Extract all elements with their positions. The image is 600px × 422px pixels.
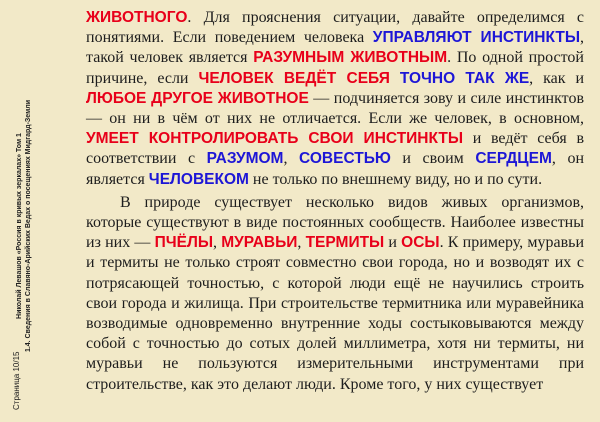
plain-text: В природе существует несколько видов живых организмов, которые существуют в виде постоянных сообществ. Наиболее известны из них —	[86, 193, 584, 252]
highlight-red: ЖИВОТНОГО	[86, 9, 188, 26]
highlight-red: УМЕЕТ КОНТРОЛИРОВАТЬ СВОИ ИНСТИНКТЫ	[86, 130, 463, 148]
body-text	[86, 8, 584, 418]
chapter-title: 1.4. Сведения в Славяно-Арийских Ведах о посещениях Мидгард-Земли	[25, 99, 32, 353]
highlight-red: ЛЮБОЕ ДРУГОЕ ЖИВОТНОЕ	[86, 89, 309, 107]
highlight-red: МУРАВЬИ	[221, 234, 298, 252]
highlight-blue: СОВЕСТЬЮ	[299, 150, 391, 168]
highlight-red: ЧЕЛОВЕК ВЕДЁТ СЕБЯ	[198, 69, 390, 87]
highlight-blue: УПРАВЛЯЮТ ИНСТИНКТЫ	[372, 29, 580, 47]
plain-text: , он является	[86, 150, 585, 188]
plain-text: ,	[283, 150, 300, 168]
highlight-blue: СЕРДЦЕМ	[475, 150, 552, 168]
highlight-red: РАЗУМНЫМ ЖИВОТНЫМ	[253, 49, 448, 67]
plain-text: — подчиняется зову и силе инстинктов — он ни в чём от них не отличается. Если же человек, в основном,	[86, 89, 584, 128]
plain-text: не только по внешнему виду, но и по сути.	[248, 170, 543, 188]
plain-text: . Для прояснения ситуации, давайте определимся с понятиями. Если поведением человека	[86, 9, 584, 47]
plain-text: ,	[297, 234, 306, 252]
plain-text: . По одной простой причине, если	[86, 49, 584, 87]
paragraph-1	[86, 8, 584, 190]
highlight-red: ОСЫ	[401, 234, 440, 252]
highlight-red: ПЧЁЛЫ	[154, 234, 214, 252]
highlight-blue: ЧЕЛОВЕКОМ	[148, 170, 249, 188]
plain-text: ,	[213, 234, 222, 252]
plain-text: и своим	[390, 150, 476, 168]
plain-text: , как и	[529, 69, 585, 87]
book-title: Николай Левашов «Россия в кривых зеркалах» Том 1	[16, 133, 23, 319]
page-number: Страница 10/15	[12, 351, 21, 410]
highlight-blue: ТОЧНО ТАК ЖЕ	[399, 69, 530, 87]
plain-text: и ведёт себя в соответствии с	[86, 130, 585, 168]
plain-text: , такой человек является	[86, 29, 584, 67]
sidebar-header	[0, 0, 50, 422]
paragraph-2	[86, 193, 584, 395]
plain-text: . К примеру, муравьи и термиты не только строят совместно свои города, но и возводят их с потрясающей точностью, с которой люди ещё не научились строить свои города и жилища. При строительстве термитника или муравейника возводимые одновременно внутренние ходы состыковываются между собой с точностью до сотых долей миллиметра, хотя ни термиты, ни муравьи не пользуются измерительными инструментами при строительстве, как это делают люди. Кроме того, у них существует	[86, 234, 585, 393]
highlight-red: ТЕРМИТЫ	[305, 234, 385, 252]
plain-text: и	[384, 234, 402, 252]
highlight-blue: РАЗУМОМ	[206, 150, 284, 168]
plain-text	[390, 70, 400, 87]
